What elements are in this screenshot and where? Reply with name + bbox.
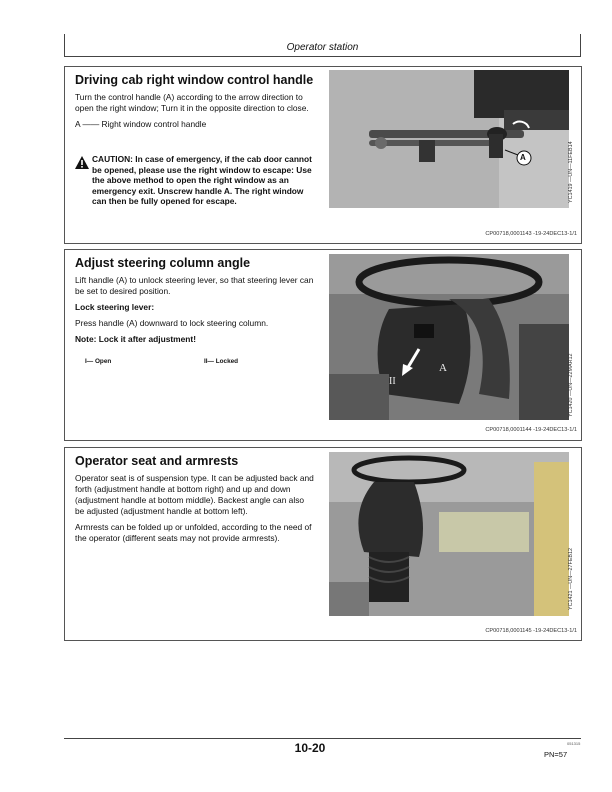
image-code: YC1419 —UN—11FEB14 [568,141,574,203]
section-title: Adjust steering column angle [75,256,251,270]
legend-line: A —— Right window control handle [75,119,207,129]
operator-seat-photo [329,452,569,616]
section-operator-seat [64,447,582,641]
reference-code: CP00718,0001143 -19-24DEC13-1/1 [485,231,577,237]
paragraph: Lift handle (A) to unlock steering lever, so that steering lever can be set to desired position. [75,275,314,296]
steering-column-photo [329,254,569,420]
footer-rule [64,738,581,739]
section-cab-window-handle [64,66,582,244]
window-handle-photo [329,70,569,208]
image-code: YC1421 —UN—27FEB12 [568,547,574,610]
section-body [75,275,315,350]
footer-code: 051315 [567,741,581,746]
pn-number: PN=57 [544,750,568,759]
caution-block [75,154,315,207]
paragraph: Armrests can be folded up or unfolded, according to the need of the operator (different seats may not provide armrests). [75,522,312,543]
image-code: YC1420 —UN—22MAR12 [568,353,574,417]
section-title: Operator seat and armrests [75,454,239,468]
reference-code: CP00718,0001145 -19-24DEC13-1/1 [485,628,577,634]
warning-triangle-icon [75,156,89,169]
legend-locked: II— Locked [204,358,239,365]
page-number: 10-20 [294,741,326,755]
legend-open: I— Open [85,358,112,365]
section-title: Driving cab right window control handle [75,73,314,87]
reference-code: CP00718,0001144 -19-24DEC13-1/1 [485,427,577,433]
section-body [75,473,315,549]
page-header-title: Operator station [286,42,359,53]
subheading: Lock steering lever: [75,302,155,312]
section-body [75,92,315,135]
section-steering-column [64,249,582,441]
paragraph: Turn the control handle (A) according to the arrow direction to open the right window; Turn it in the opposite direction to close. [75,92,309,113]
paragraph: Operator seat is of suspension type. It can be adjusted back and forth (adjustment handle at bottom right) and up and down (adjustment handle at bottom middle). Backest angle can also be adjusted (adjustment handle at bottom left). [75,473,314,516]
note: Note: Lock it after adjustment! [75,334,196,344]
callout-a-label: A [520,153,526,162]
header-rule [64,56,581,57]
callout-a-label: A [439,362,447,374]
paragraph: Press handle (A) downward to lock steering column. [75,318,269,328]
roman-ii-label: II [389,376,396,387]
caution-text: CAUTION: In case of emergency, if the cab door cannot be opened, please use the right window to escape: Use the above method to open the right window as an emergency exit. Unscrew handle A. The right window can then be fully opened for escape. [92,154,312,207]
